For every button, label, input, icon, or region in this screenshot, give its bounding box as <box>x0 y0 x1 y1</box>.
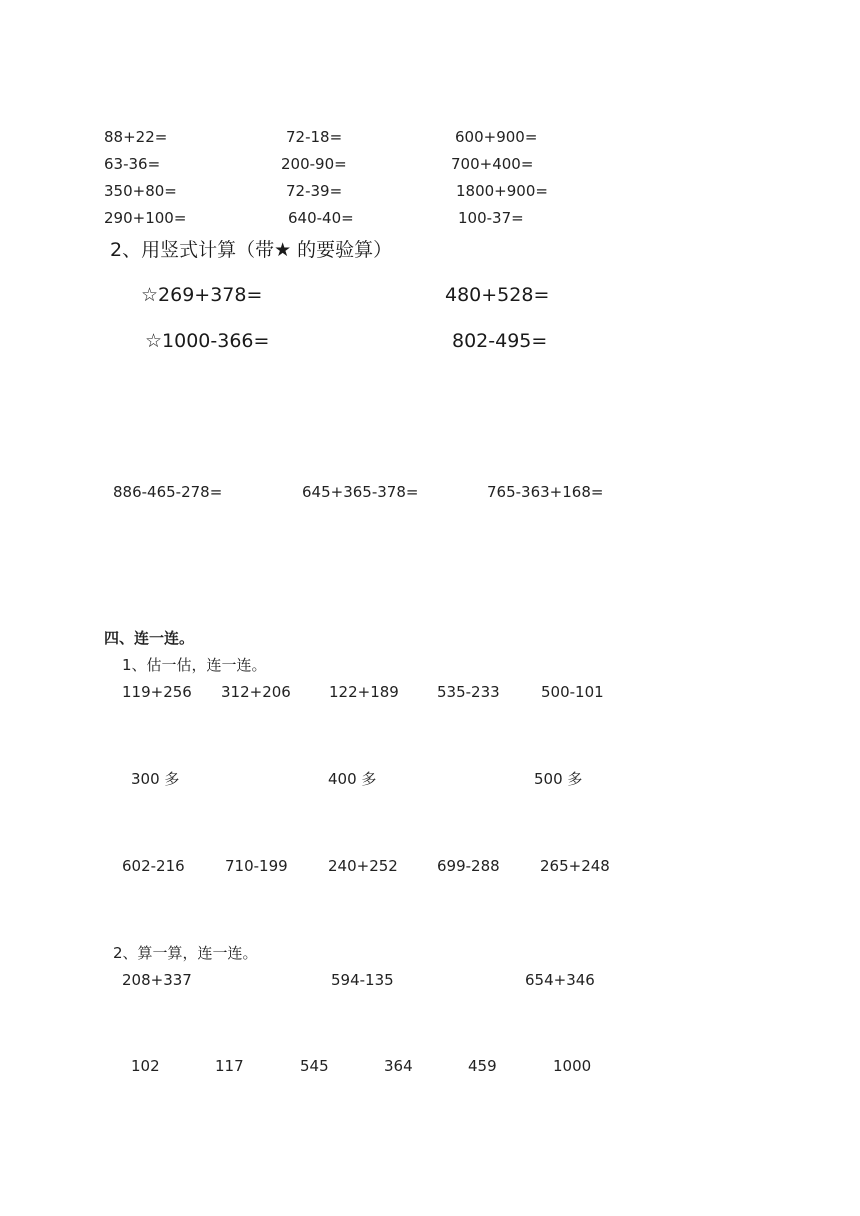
estimate-expression: 119+256 <box>122 683 192 701</box>
section4-part1-heading: 1、估一估，连一连。 <box>122 656 267 674</box>
estimate-expression: 312+206 <box>221 683 291 701</box>
answer-number: 1000 <box>553 1057 592 1075</box>
oral-calc-item: 640-40= <box>288 209 354 227</box>
calc-expression: 654+346 <box>525 971 595 989</box>
answer-number: 459 <box>468 1057 497 1075</box>
mixed-calc-problem: 886-465-278= <box>113 483 223 501</box>
estimate-expression: 240+252 <box>328 857 398 875</box>
oral-calc-item: 100-37= <box>458 209 524 227</box>
estimate-target: 500 多 <box>534 770 583 788</box>
estimate-expression: 602-216 <box>122 857 185 875</box>
section4-part2-heading: 2、算一算，连一连。 <box>113 944 258 962</box>
estimate-expression: 500-101 <box>541 683 604 701</box>
answer-number: 117 <box>215 1057 244 1075</box>
vertical-calc-heading: 2、用竖式计算（带★ 的要验算） <box>110 239 393 261</box>
calc-expression: 594-135 <box>331 971 394 989</box>
oral-calc-item: 350+80= <box>104 182 177 200</box>
answer-number: 364 <box>384 1057 413 1075</box>
vertical-calc-problem: ☆269+378= <box>141 284 263 306</box>
calc-expression: 208+337 <box>122 971 192 989</box>
estimate-expression: 699-288 <box>437 857 500 875</box>
answer-number: 102 <box>131 1057 160 1075</box>
estimate-expression: 710-199 <box>225 857 288 875</box>
oral-calc-item: 72-39= <box>286 182 343 200</box>
oral-calc-item: 700+400= <box>451 155 534 173</box>
estimate-expression: 122+189 <box>329 683 399 701</box>
section4-title: 四、连一连。 <box>104 629 195 647</box>
estimate-target: 300 多 <box>131 770 180 788</box>
vertical-calc-problem: ☆1000-366= <box>145 330 270 352</box>
estimate-expression: 265+248 <box>540 857 610 875</box>
estimate-expression: 535-233 <box>437 683 500 701</box>
vertical-calc-problem: 802-495= <box>452 330 548 352</box>
oral-calc-item: 600+900= <box>455 128 538 146</box>
oral-calc-item: 200-90= <box>281 155 347 173</box>
mixed-calc-problem: 645+365-378= <box>302 483 419 501</box>
oral-calc-item: 72-18= <box>286 128 343 146</box>
oral-calc-item: 1800+900= <box>456 182 548 200</box>
oral-calc-item: 63-36= <box>104 155 161 173</box>
oral-calc-item: 290+100= <box>104 209 187 227</box>
oral-calc-item: 88+22= <box>104 128 168 146</box>
answer-number: 545 <box>300 1057 329 1075</box>
vertical-calc-problem: 480+528= <box>445 284 550 306</box>
mixed-calc-problem: 765-363+168= <box>487 483 604 501</box>
estimate-target: 400 多 <box>328 770 377 788</box>
